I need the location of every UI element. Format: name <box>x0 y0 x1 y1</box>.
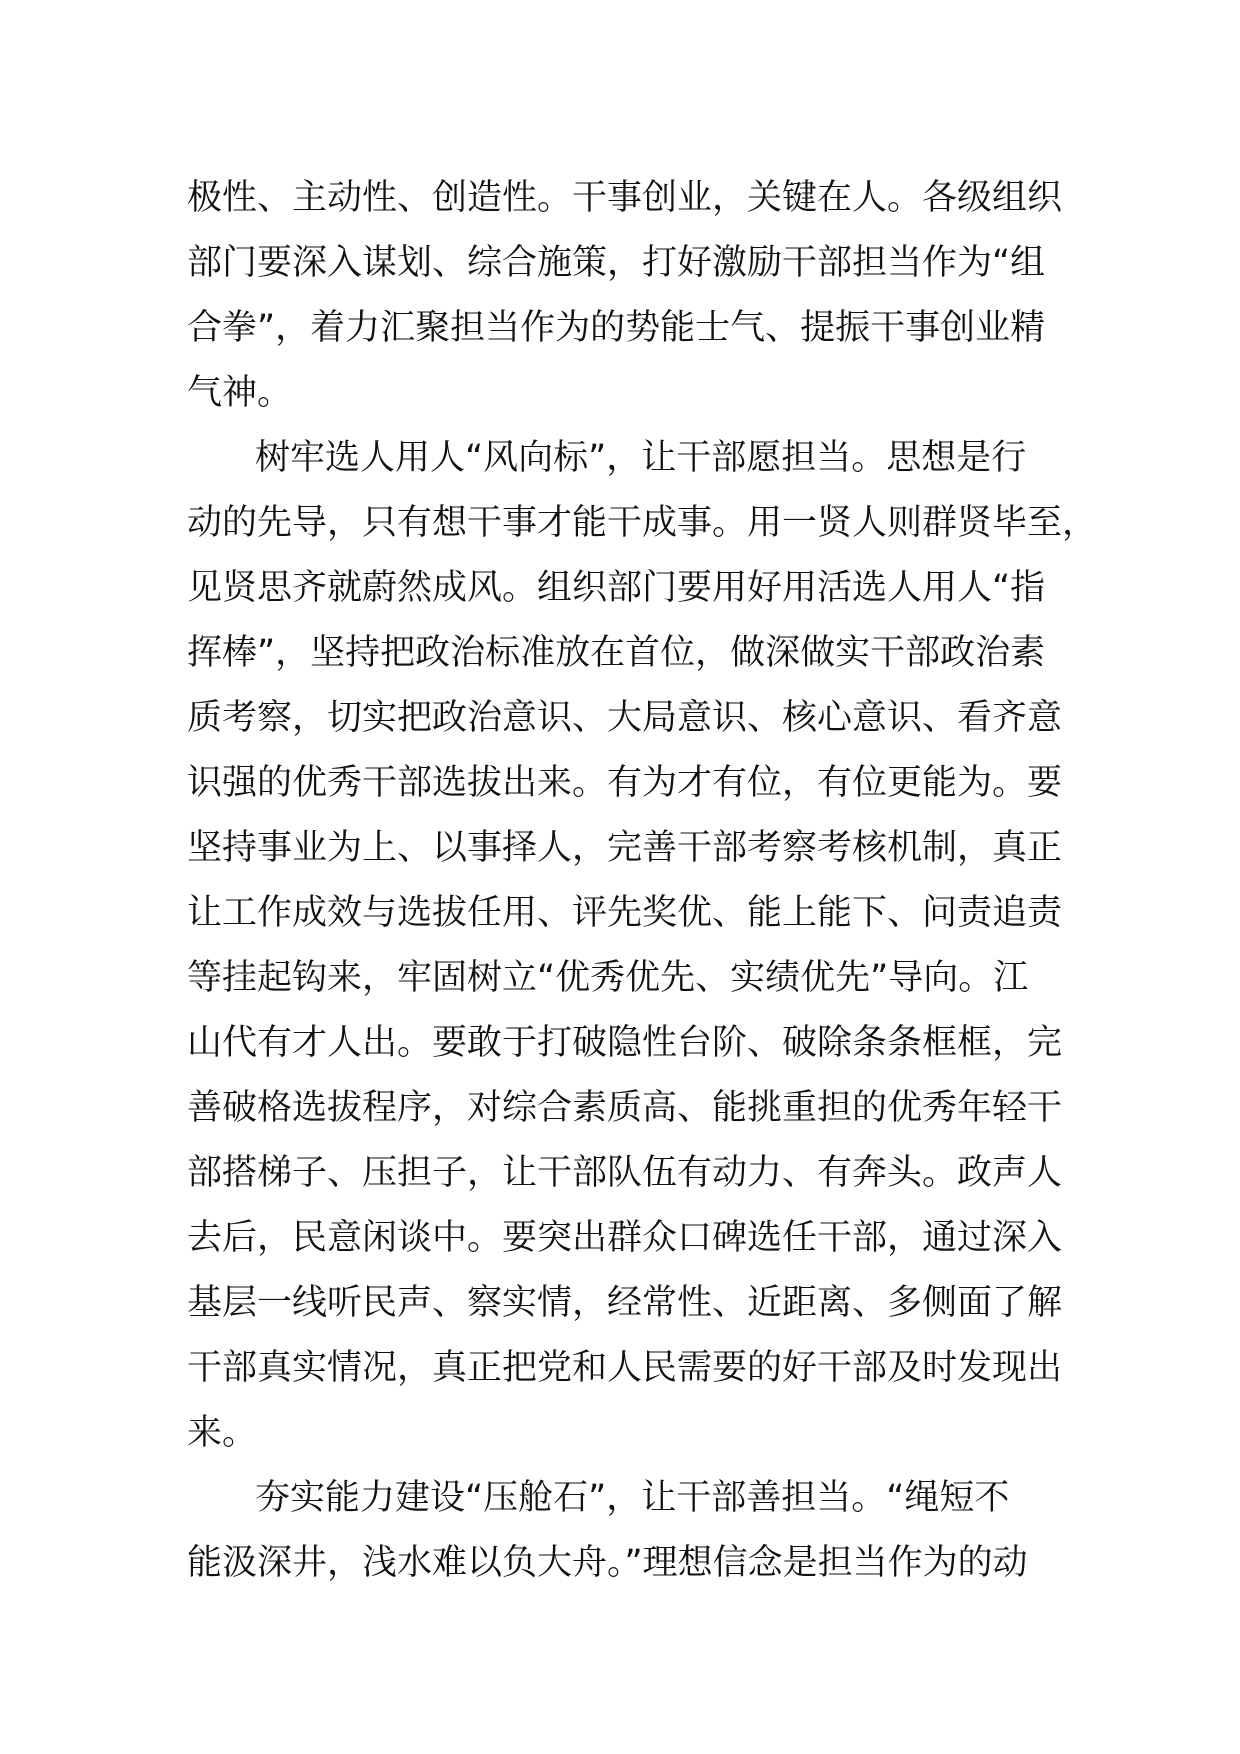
text-line: 去后，民意闲谈中。要突出群众口碑选任干部，通过深入 <box>187 1218 1063 1258</box>
text-line: 山代有才人出。要敢于打破隐性台阶、破除条条框框，完 <box>187 1023 1063 1063</box>
text-line: 等挂起钩来，牢固树立“优秀优先、实绩优先”导向。江 <box>187 958 1029 998</box>
text-line: 基层一线听民声、察实情，经常性、近距离、多侧面了解 <box>187 1283 1063 1323</box>
text-line: 来。 <box>187 1413 258 1453</box>
paragraph-2 <box>187 426 1098 1466</box>
text-line: 坚持事业为上、以事择人，完善干部考察考核机制，真正 <box>187 828 1063 868</box>
text-line: 识强的优秀干部选拔出来。有为才有位，有位更能为。要 <box>187 763 1063 803</box>
text-line: 部门要深入谋划、综合施策，打好激励干部担当作为“组 <box>187 243 1046 283</box>
text-line: 气神。 <box>187 373 293 413</box>
text-line: 挥棒”，坚持把政治标准放在首位，做深做实干部政治素 <box>187 633 1046 673</box>
text-line: 能汲深井，浅水难以负大舟。”理想信念是担当作为的动 <box>187 1543 1028 1583</box>
text-line: 善破格选拔程序，对综合素质高、能挑重担的优秀年轻干 <box>187 1088 1063 1128</box>
text-line: 干部真实情况，真正把党和人民需要的好干部及时发现出 <box>187 1348 1063 1388</box>
text-line: 合拳”，着力汇聚担当作为的势能士气、提振干事创业精 <box>187 308 1046 348</box>
text-line: 质考察，切实把政治意识、大局意识、核心意识、看齐意 <box>187 698 1063 738</box>
paragraph-3 <box>187 1466 1057 1596</box>
text-line: 极性、主动性、创造性。干事创业，关键在人。各级组织 <box>187 178 1063 218</box>
text-line: 部搭梯子、压担子，让干部队伍有动力、有奔头。政声人 <box>187 1153 1063 1193</box>
paragraph-1 <box>187 166 1063 426</box>
text-line: 让工作成效与选拔任用、评先奖优、能上能下、问责追责 <box>187 893 1063 933</box>
body-text <box>187 166 1098 1596</box>
text-line: 见贤思齐就蔚然成风。组织部门要用好用活选人用人“指 <box>187 568 1046 608</box>
text-line: 树牢选人用人“风向标”，让干部愿担当。思想是行 <box>255 438 1027 478</box>
text-line: 夯实能力建设“压舱石”，让干部善担当。“绳短不 <box>255 1478 1010 1518</box>
text-line: 动的先导，只有想干事才能干成事。用一贤人则群贤毕至， <box>187 503 1098 543</box>
